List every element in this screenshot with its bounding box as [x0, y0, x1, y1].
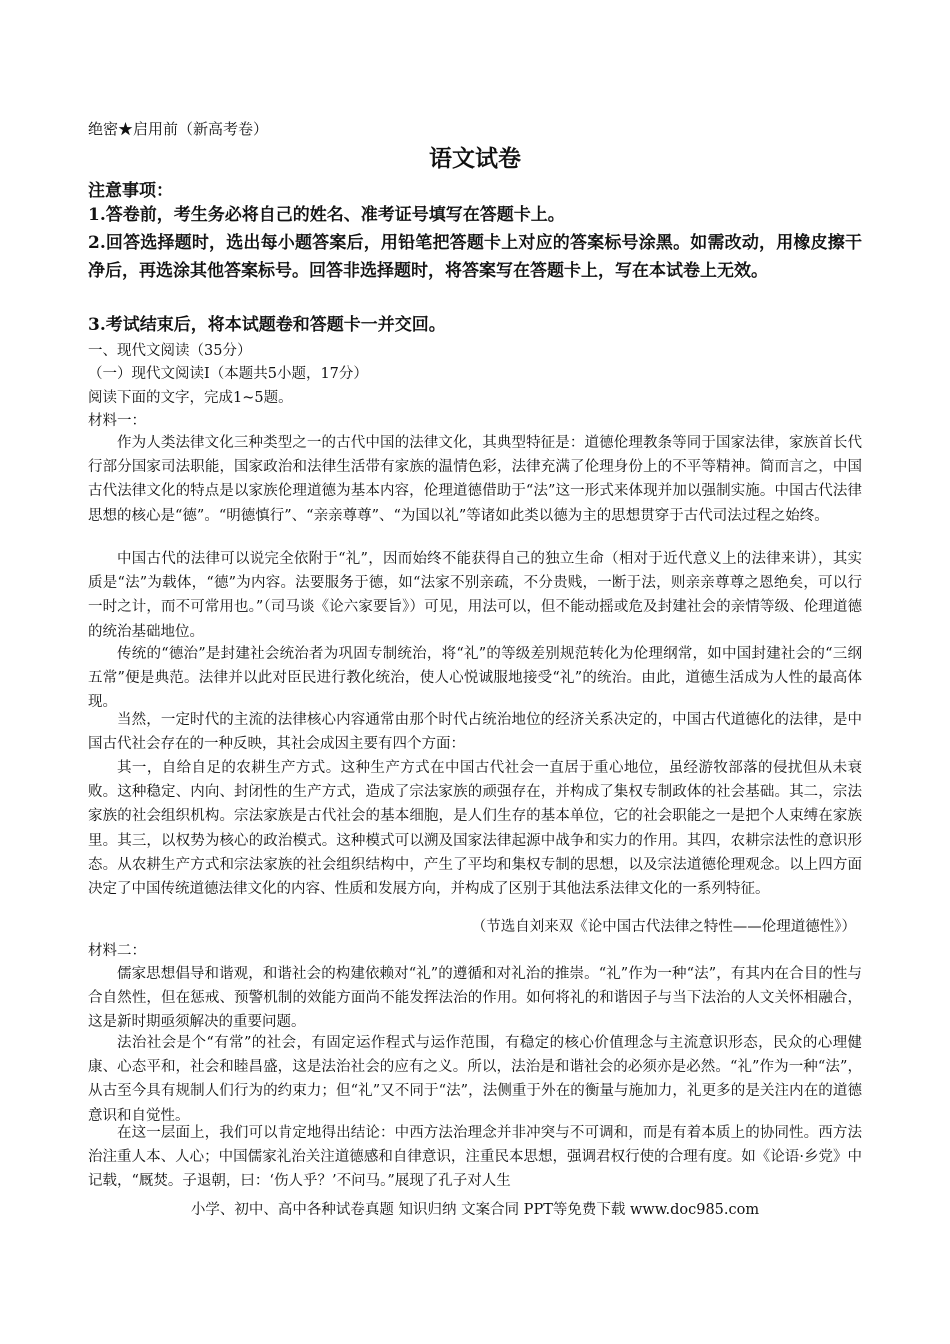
material-1-paragraph-3: 传统的“德治”是封建社会统治者为巩固专制统治，将“礼”的等级差别规范转化为伦理纲常，如中国封建社会的“三纲五常”便是典范。法律并以此对臣民进行教化统治，使人心悦诚服地接受“礼”的统治。由此，道德生活成为人性的最高体现。	[88, 646, 862, 711]
material-1-paragraph-5: 其一，自给自足的农耕生产方式。这种生产方式在中国古代社会一直居于重心地位，虽经游牧部落的侵扰但从未衰败。这种稳定、内向、封闭性的生产方式，造成了宗法家族的顽强存在，并构成了集权专制政体的社会基础。其二，宗法家族的社会组织机构。宗法家族是古代社会的基本细胞，是人们生存的基本单位，它的社会职能之一是把个人束缚在家族里。其三，以权势为核心的政治模式。这种模式可以溯及国家法律起源中战争和实力的作用。其四，农耕宗法性的意识形态。从农耕生产方式和宗法家族的社会组织结构中，产生了平均和集权专制的思想，以及宗法道德伦理观念。以上四方面决定了中国传统道德法律文化的内容、性质和发展方向，并构成了区别于其他法系法律文化的一系列特征。	[88, 760, 862, 898]
reading-instruction: 阅读下面的文字，完成1~5题。	[88, 390, 293, 406]
confidential-label: 绝密★启用前（新高考卷）	[88, 120, 269, 138]
notice-item-3: 3.考试结束后，将本试题卷和答题卡一并交回。	[88, 315, 446, 335]
material-2-paragraph-3: 在这一层面上，我们可以肯定地得出结论：中西方法治理念并非冲突与不可调和，而是有着本质上的协同性。西方法治注重人本、人心；中国儒家礼治关注道德感和自律意识，注重民本思想，强调君权行使的合理有度。如《论语·乡党》中记载，“厩焚。子退朝，曰：‘伤人乎？’不问马。”展现了孔子对人生	[88, 1125, 862, 1190]
material-2-label: 材料二：	[88, 943, 146, 959]
section-subheading: （一）现代文阅读Ⅰ（本题共5小题，17分）	[88, 366, 368, 382]
notice-item-1: 1.答卷前，考生务必将自己的姓名、准考证号填写在答题卡上。	[88, 205, 565, 225]
notice-heading: 注意事项：	[88, 181, 173, 201]
material-2-paragraph-1: 儒家思想倡导和谐观，和谐社会的构建依赖对“礼”的遵循和对礼治的推崇。“礼”作为一种“法”，有其内在合目的性与合自然性，但在惩戒、预警机制的效能方面尚不能发挥法治的作用。如何将礼的和谐因子与当下法治的人文关怀相融合，这是新时期亟须解决的重要问题。	[88, 966, 862, 1031]
material-2-paragraph-2: 法治社会是个“有常”的社会，有固定运作程式与运作范围，有稳定的核心价值理念与主流意识形态，民众的心理健康、心态平和，社会和睦昌盛，这是法治社会的应有之义。所以，法治是和谐社会的必须亦是必然。“礼”作为一种“法”，从古至今具有规制人们行为的约束力；但“礼”又不同于“法”，法侧重于外在的衡量与施加力，礼更多的是关注内在的道德意识和自觉性。	[88, 1035, 862, 1124]
notice-item-2: 2.回答选择题时，选出每小题答案后，用铅笔把答题卡上对应的答案标号涂黑。如需改动，用橡皮擦干净后，再选涂其他答案标号。回答非选择题时，将答案写在答题卡上，写在本试卷上无效。	[88, 233, 862, 281]
material-1-paragraph-1: 作为人类法律文化三种类型之一的古代中国的法律文化，其典型特征是：道德伦理教条等同于国家法律，家族首长代行部分国家司法职能，国家政治和法律生活带有家族的温情色彩，法律充满了伦理身份上的不平等精神。简而言之，中国古代法律文化的特点是以家族伦理道德为基本内容，伦理道德借助于“法”这一形式来体现并加以强制实施。中国古代法律思想的核心是“德”。“明德慎行”、“亲亲尊尊”、“为国以礼”等诸如此类以德为主的思想贯穿于古代司法过程之始终。	[88, 435, 862, 524]
material-1-paragraph-2: 中国古代的法律可以说完全依附于“礼”，因而始终不能获得自己的独立生命（相对于近代意义上的法律来讲），其实质是“法”为载体，“德”为内容。法要服务于德，如“法家不别亲疏，不分贵贱，一断于法，则亲亲尊尊之恩绝矣，可以行一时之计，而不可常用也。”（司马谈《论六家要旨》）可见，用法可以，但不能动摇或危及封建社会的亲情等级、伦理道德的统治基础地位。	[88, 551, 862, 640]
material-1-source: （节选自刘来双《论中国古代法律之特性——伦理道德性》）	[471, 919, 856, 935]
page-footer: 小学、初中、高中各种试卷真题 知识归纳 文案合同 PPT等免费下载 www.doc985.com	[190, 1202, 760, 1218]
page-title: 语文试卷	[429, 145, 521, 172]
section-heading: 一、现代文阅读（35分）	[88, 343, 252, 359]
material-1-paragraph-4: 当然，一定时代的主流的法律核心内容通常由那个时代占统治地位的经济关系决定的，中国古代道德化的法律，是中国古代社会存在的一种反映，其社会成因主要有四个方面：	[88, 712, 862, 753]
material-1-label: 材料一：	[88, 413, 146, 429]
